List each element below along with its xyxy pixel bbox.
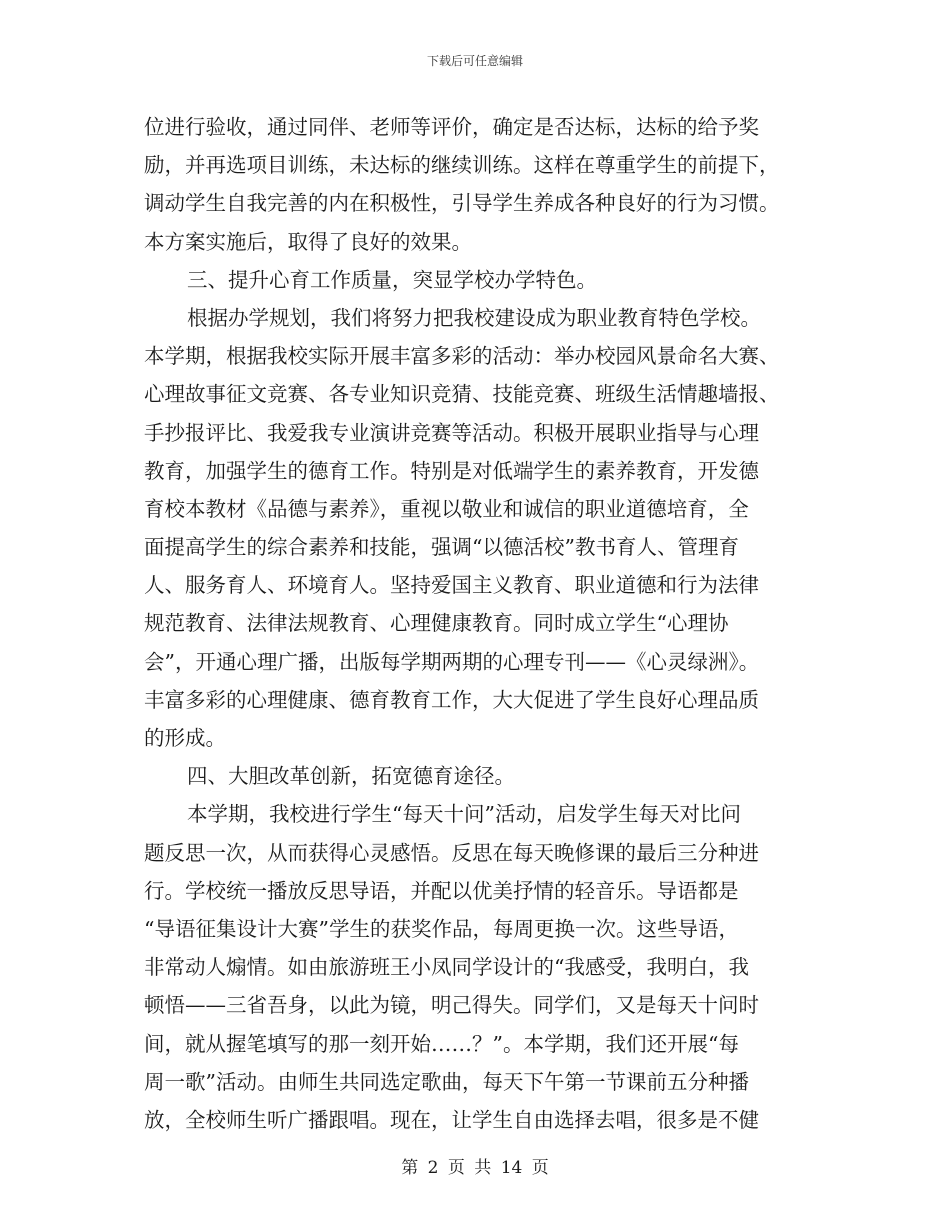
text-line: 人、服务育人、环境育人。坚持爱国主义教育、职业道德和行为法律 <box>144 573 759 598</box>
section-heading: 三、提升心育工作质量，突显学校办学特色。 <box>187 267 597 292</box>
text-line: 本方案实施后，取得了良好的效果。 <box>144 229 472 254</box>
text-line: 顿悟——三省吾身，以此为镜，明己得失。同学们，又是每天十问时 <box>144 993 759 1018</box>
text-line: 行。学校统一播放反思导语，并配以优美抒情的轻音乐。导语都是 <box>144 878 739 903</box>
text-line: 本学期，我校进行学生“每天十问”活动，启发学生每天对比问 <box>187 802 741 827</box>
text-line: 教育，加强学生的德育工作。特别是对低端学生的素养教育，开发德 <box>144 458 759 483</box>
page-footer: 第 2 页 共 14 页 <box>401 1158 549 1178</box>
section-heading: 四、大胆改革创新，拓宽德育途径。 <box>187 764 515 789</box>
text-line: 面提高学生的综合素养和技能，强调“以德活校”教书育人、管理育 <box>144 535 739 560</box>
text-line: 本学期，根据我校实际开展丰富多彩的活动：举办校园风景命名大赛、 <box>144 344 780 369</box>
text-line: 会”，开通心理广播，出版每学期两期的心理专刊——《心灵绿洲》。 <box>144 649 760 674</box>
text-line: 励，并再选项目训练，未达标的继续训练。这样在尊重学生的前提下， <box>144 153 780 178</box>
text-line: 丰富多彩的心理健康、德育教育工作，大大促进了学生良好心理品质 <box>144 687 759 712</box>
text-line: 手抄报评比、我爱我专业演讲竞赛等活动。积极开展职业指导与心理 <box>144 420 759 445</box>
text-line: 调动学生自我完善的内在积极性，引导学生养成各种良好的行为习惯。 <box>144 191 780 216</box>
text-line: “导语征集设计大赛”学生的获奖作品，每周更换一次。这些导语， <box>144 916 739 941</box>
document-body <box>144 108 808 1139</box>
text-line: 育校本教材《品德与素养》，重视以敬业和诚信的职业道德培育，全 <box>144 496 749 521</box>
text-line: 的形成。 <box>144 726 226 750</box>
text-line: 心理故事征文竞赛、各专业知识竞猜、技能竞赛、班级生活情趣墙报、 <box>144 382 780 407</box>
text-line: 非常动人煽情。如由旅游班王小凤同学设计的“我感受，我明白，我 <box>144 955 749 980</box>
text-line: 放，全校师生听广播跟唱。现在，让学生自由选择去唱，很多是不健 <box>144 1107 759 1132</box>
text-line: 规范教育、法律法规教育、心理健康教育。同时成立学生“心理协 <box>144 611 729 636</box>
page-header: 下载后可任意编辑 <box>426 54 523 68</box>
text-line: 位进行验收，通过同伴、老师等评价，确定是否达标，达标的给予奖 <box>144 115 759 139</box>
text-line: 题反思一次，从而获得心灵感悟。反思在每天晚修课的最后三分种进 <box>144 840 759 865</box>
text-line: 周一歌”活动。由师生共同选定歌曲，每天下午第一节课前五分种播 <box>144 1069 749 1094</box>
text-line: 根据办学规划，我们将努力把我校建设成为职业教育特色学校。 <box>187 305 761 330</box>
text-line: 间，就从握笔填写的那一刻开始……？”。本学期，我们还开展“每 <box>144 1031 739 1056</box>
